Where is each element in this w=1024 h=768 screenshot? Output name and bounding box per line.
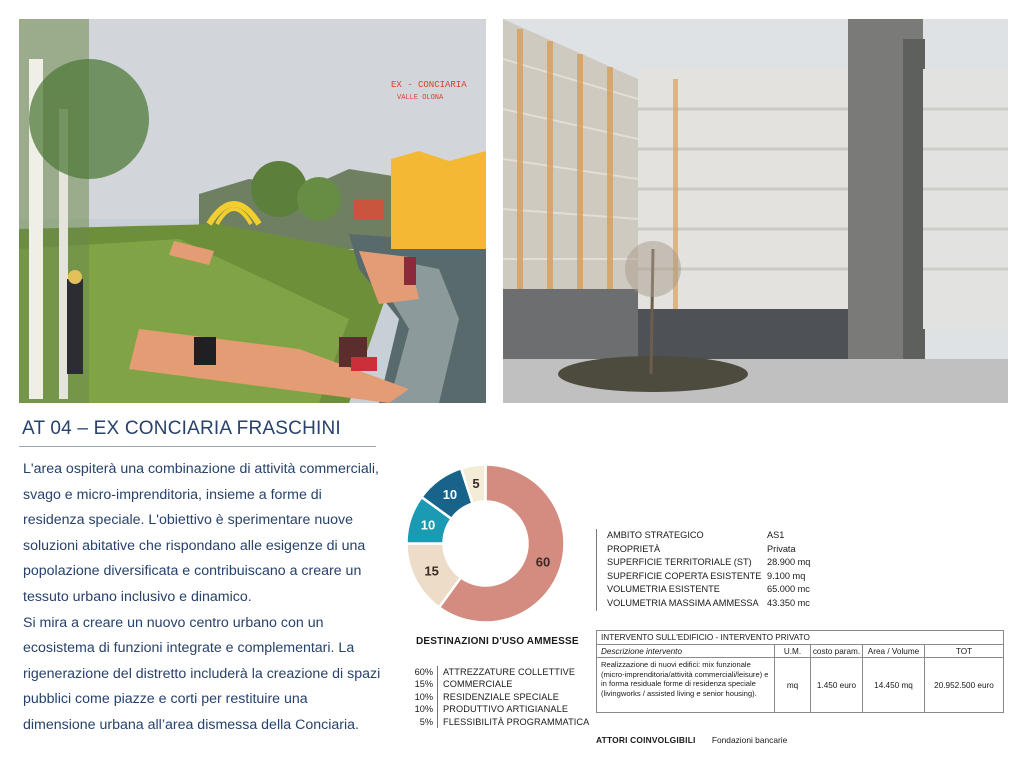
- legend-pct: 10%: [414, 704, 433, 715]
- description-paragraph-2: Si mira a creare un nuovo centro urbano con un ecosistema di funzioni integrate e complementari. La rigenerazione del distretto includerà la creazione di spazi pubblici come piazze e corti per restituire una dimensione urbana all’area dismessa della Conciaria.: [23, 614, 381, 733]
- legend-label: ATTREZZATURE COLLETTIVE: [443, 667, 576, 677]
- info-value: 43.350 mc: [767, 597, 810, 608]
- legend-separator: [437, 716, 438, 728]
- info-value: 65.000 mc: [767, 584, 810, 595]
- stakeholders-label: ATTORI COINVOLGIBILI: [596, 735, 696, 745]
- donut-slice-label: 15: [424, 563, 439, 579]
- render-overlay-subtitle: VALLE OLONA: [397, 94, 444, 102]
- cell-descrizione: Realizzazione di nuovi edifici: mix funzionale (micro-imprenditoria/attività commerciali/leisure) e in forma residuale forme di residenza speciale (livingworks / assisted living e senior housing).: [597, 658, 775, 712]
- info-value: Privata: [767, 543, 796, 554]
- photo-image: [503, 19, 1008, 403]
- intervention-header: INTERVENTO SULL'EDIFICIO - INTERVENTO PRIVATO: [597, 631, 1003, 645]
- legend-item: [414, 703, 589, 715]
- legend-pct: 15%: [414, 679, 433, 690]
- cell-costo: 1.450 euro: [811, 658, 863, 712]
- legend-pct: 5%: [419, 716, 433, 727]
- chart-title: DESTINAZIONI D'USO AMMESSE: [416, 636, 579, 647]
- info-value: 28.900 mq: [767, 557, 811, 568]
- donut-chart-svg: [404, 462, 567, 625]
- render-image: [19, 19, 486, 403]
- info-row: [596, 529, 810, 543]
- column-header-costo: costo param.: [811, 645, 863, 657]
- cell-tot: 20.952.500 euro: [934, 680, 994, 690]
- legend-item: [414, 691, 589, 703]
- stakeholders: [596, 735, 787, 745]
- info-key: VOLUMETRIA MASSIMA AMMESSA: [607, 597, 759, 608]
- legend-item: [414, 716, 589, 728]
- info-separator: [596, 583, 597, 597]
- info-row: [596, 597, 810, 611]
- legend-separator: [437, 666, 438, 678]
- project-info-table: [596, 529, 810, 611]
- title-divider: [19, 446, 376, 447]
- stakeholders-value: Fondazioni bancarie: [711, 735, 788, 745]
- column-header-tot: TOT: [955, 646, 973, 656]
- donut-slice-label: 5: [472, 476, 480, 492]
- column-header-descrizione: Descrizione intervento: [597, 645, 775, 657]
- legend-item: [414, 666, 589, 678]
- table-row: [597, 658, 1003, 712]
- info-row: [596, 583, 810, 597]
- info-separator: [596, 570, 597, 584]
- info-key: AMBITO STRATEGICO: [607, 530, 704, 540]
- info-row: [596, 556, 810, 570]
- info-separator: [596, 543, 597, 557]
- description-text: [23, 457, 381, 739]
- description-paragraph-1: L'area ospiterà una combinazione di attività commerciali, svago e micro-imprenditoria, insieme a forme di residenza speciale. L'obiettivo è sperimentare nuove soluzioni abitative che rispondano alle esigenze di una popolazione diversificata e contribuiscano a creare un tessuto urbano inclusivo e dinamico.: [23, 461, 379, 605]
- page-title: AT 04 – EX CONCIARIA FRASCHINI: [22, 418, 341, 439]
- legend-separator: [437, 703, 438, 715]
- legend-label: COMMERCIALE: [443, 679, 513, 690]
- cell-area: 14.450 mq: [863, 658, 925, 712]
- column-header-um: U.M.: [775, 645, 811, 657]
- info-key: VOLUMETRIA ESISTENTE: [607, 584, 720, 595]
- info-value: 9.100 mq: [767, 570, 806, 581]
- legend-item: [414, 678, 589, 690]
- legend-separator: [437, 678, 438, 690]
- donut-slice-label: 10: [420, 517, 436, 533]
- info-separator: [596, 529, 597, 543]
- column-header-area: Area / Volume: [863, 645, 925, 657]
- info-row: [596, 570, 810, 584]
- legend-pct: 10%: [414, 691, 433, 702]
- render-overlay-title: EX - CONCIARIA: [391, 80, 467, 90]
- donut-chart: [404, 462, 567, 625]
- legend-label: RESIDENZIALE SPECIALE: [443, 691, 559, 702]
- legend-pct: 60%: [414, 667, 433, 677]
- legend-label: FLESSIBILITÀ PROGRAMMATICA: [443, 716, 590, 727]
- donut-slice-label: 10: [442, 487, 458, 503]
- info-row: [596, 543, 810, 557]
- info-separator: [596, 597, 597, 611]
- legend-separator: [437, 691, 438, 703]
- info-value: AS1: [767, 530, 785, 540]
- donut-slice-label: 60: [535, 554, 551, 570]
- chart-legend: [414, 666, 589, 728]
- building-photo-illustration: [503, 19, 1008, 403]
- legend-label: PRODUTTIVO ARTIGIANALE: [443, 704, 569, 715]
- info-key: PROPRIETÀ: [607, 543, 661, 554]
- info-separator: [596, 556, 597, 570]
- info-key: SUPERFICIE COPERTA ESISTENTE: [607, 570, 762, 581]
- cell-um: mq: [775, 658, 811, 712]
- intervention-columns: [597, 645, 1003, 658]
- info-key: SUPERFICIE TERRITORIALE (ST): [607, 557, 752, 568]
- render-illustration: [19, 19, 486, 403]
- intervention-table: [596, 630, 1004, 713]
